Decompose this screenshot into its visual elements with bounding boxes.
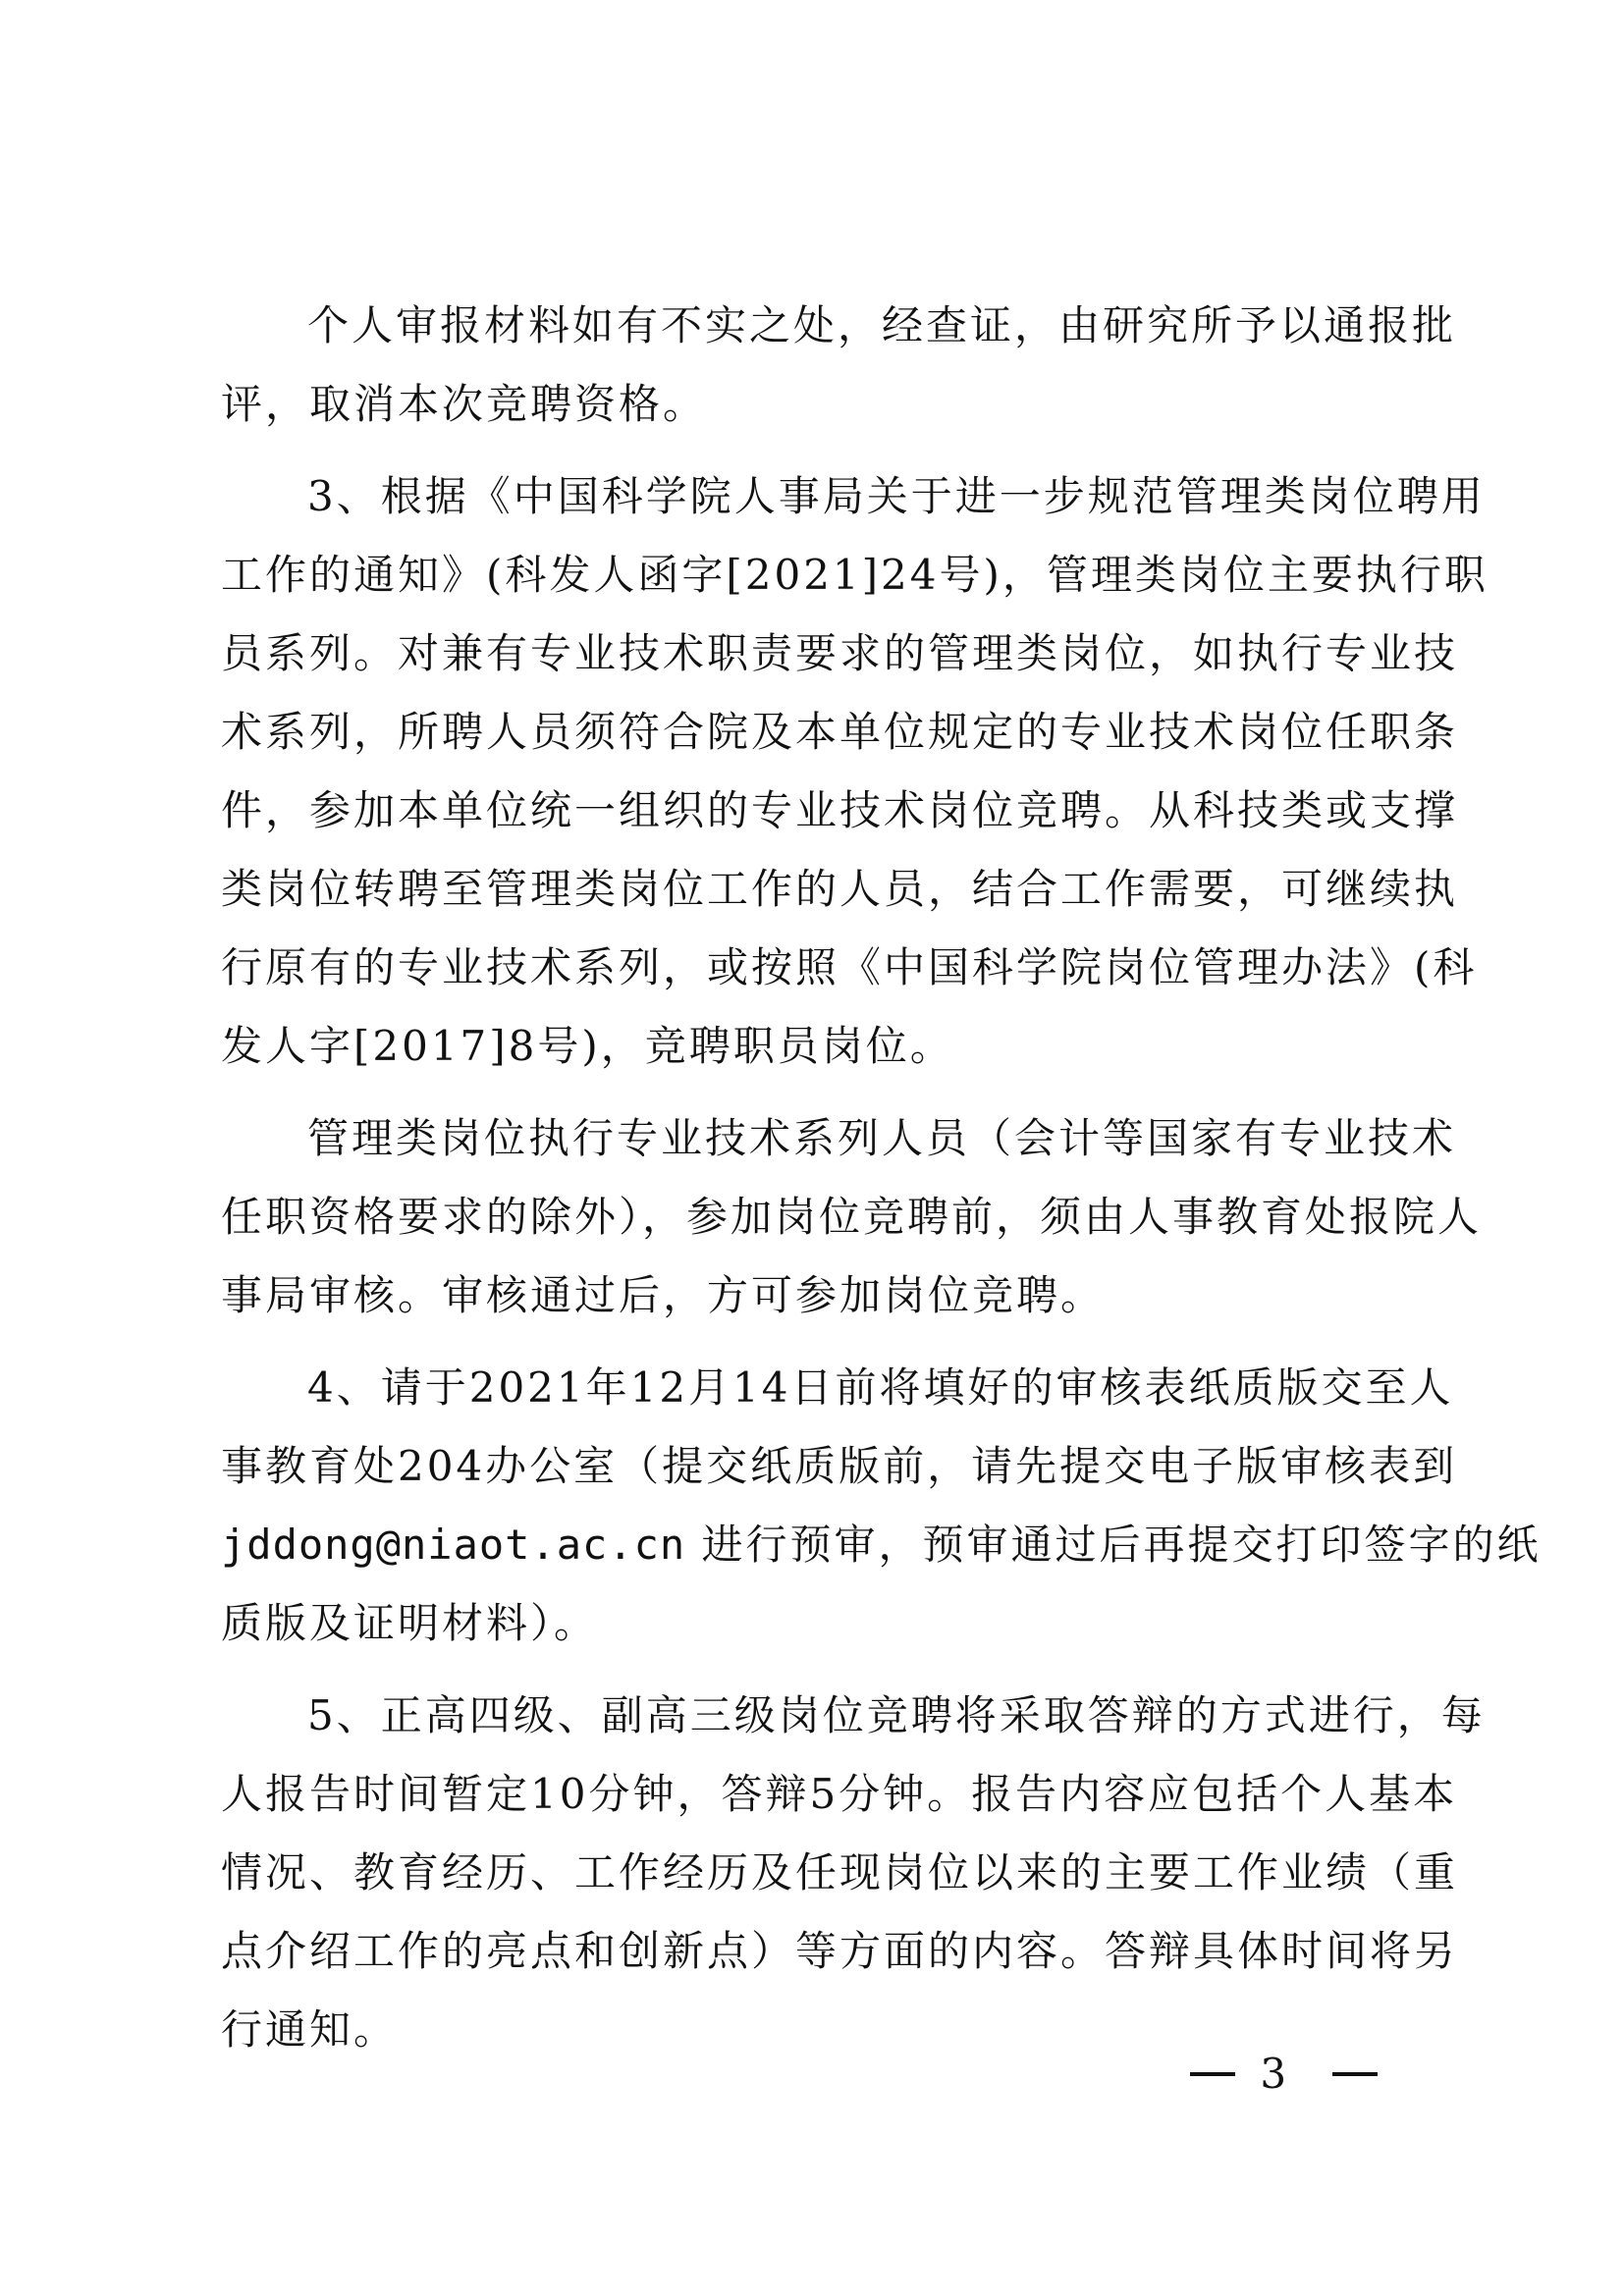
text-line: 件，参加本单位统一组织的专业技术岗位竞聘。从科技类或支撑	[221, 786, 1459, 834]
text-line: 事教育处204办公室（提交纸质版前，请先提交电子版审核表到	[221, 1442, 1458, 1490]
text-line: 发人字[2017]8号)，竞聘职员岗位。	[221, 1022, 954, 1070]
paragraph-item-4	[221, 1349, 1542, 1663]
text-line: 情况、教育经历、工作经历及任现岗位以来的主要工作业绩（重	[221, 1848, 1459, 1896]
document-body	[221, 287, 1542, 2069]
text-line: 事局审核。审核通过后，方可参加岗位竞聘。	[221, 1271, 1106, 1319]
text-line: 4、请于2021年12月14日前将填好的审核表纸质版交至人	[307, 1363, 1454, 1412]
text-line: 个人审报材料如有不实之处，经查证，由研究所予以通报批	[307, 301, 1457, 349]
text-line: 员系列。对兼有专业技术职责要求的管理类岗位，如执行专业技	[221, 629, 1459, 677]
text-line: 5、正高四级、副高三级岗位竞聘将采取答辩的方式进行，每	[307, 1691, 1486, 1739]
paragraph-item-5	[221, 1677, 1486, 2069]
text-line: 质版及证明材料）。	[221, 1599, 599, 1647]
text-line: 术系列，所聘人员须符合院及本单位规定的专业技术岗位任职条	[221, 708, 1459, 756]
paragraph-disqualification	[221, 287, 1457, 444]
page-footer	[1190, 2042, 1367, 2101]
text-line	[221, 1506, 1542, 1584]
page-number: 3	[1260, 2050, 1287, 2098]
text-segment: 进行预审，预审通过后再提交打印签字的纸	[701, 1521, 1542, 1569]
text-line: 3、根据《中国科学院人事局关于进一步规范管理类岗位聘用	[307, 472, 1486, 520]
text-line: 点介绍工作的亮点和创新点）等方面的内容。答辩具体时间将另	[221, 1927, 1459, 1975]
text-line: 人报告时间暂定10分钟，答辩5分钟。报告内容应包括个人基本	[221, 1770, 1458, 1818]
text-line: 行原有的专业技术系列，或按照《中国科学院岗位管理办法》(科	[221, 943, 1478, 991]
paragraph-item-3	[221, 457, 1489, 1086]
text-line: 工作的通知》(科发人函字[2021]24号)，管理类岗位主要执行职	[221, 551, 1489, 599]
email-link[interactable]: jddong@niaot.ac.cn	[221, 1521, 686, 1569]
text-line: 评，取消本次竞聘资格。	[221, 380, 708, 428]
text-line: 任职资格要求的除外），参加岗位竞聘前，须由人事教育处报院人	[221, 1193, 1483, 1241]
text-line: 管理类岗位执行专业技术系列人员（会计等国家有专业技术	[307, 1114, 1457, 1162]
right-dash	[1332, 2072, 1378, 2076]
paragraph-management-review	[221, 1099, 1483, 1335]
text-line: 行通知。	[221, 2005, 399, 2054]
text-line: 类岗位转聘至管理类岗位工作的人员，结合工作需要，可继续执	[221, 865, 1459, 913]
left-dash	[1190, 2072, 1235, 2076]
